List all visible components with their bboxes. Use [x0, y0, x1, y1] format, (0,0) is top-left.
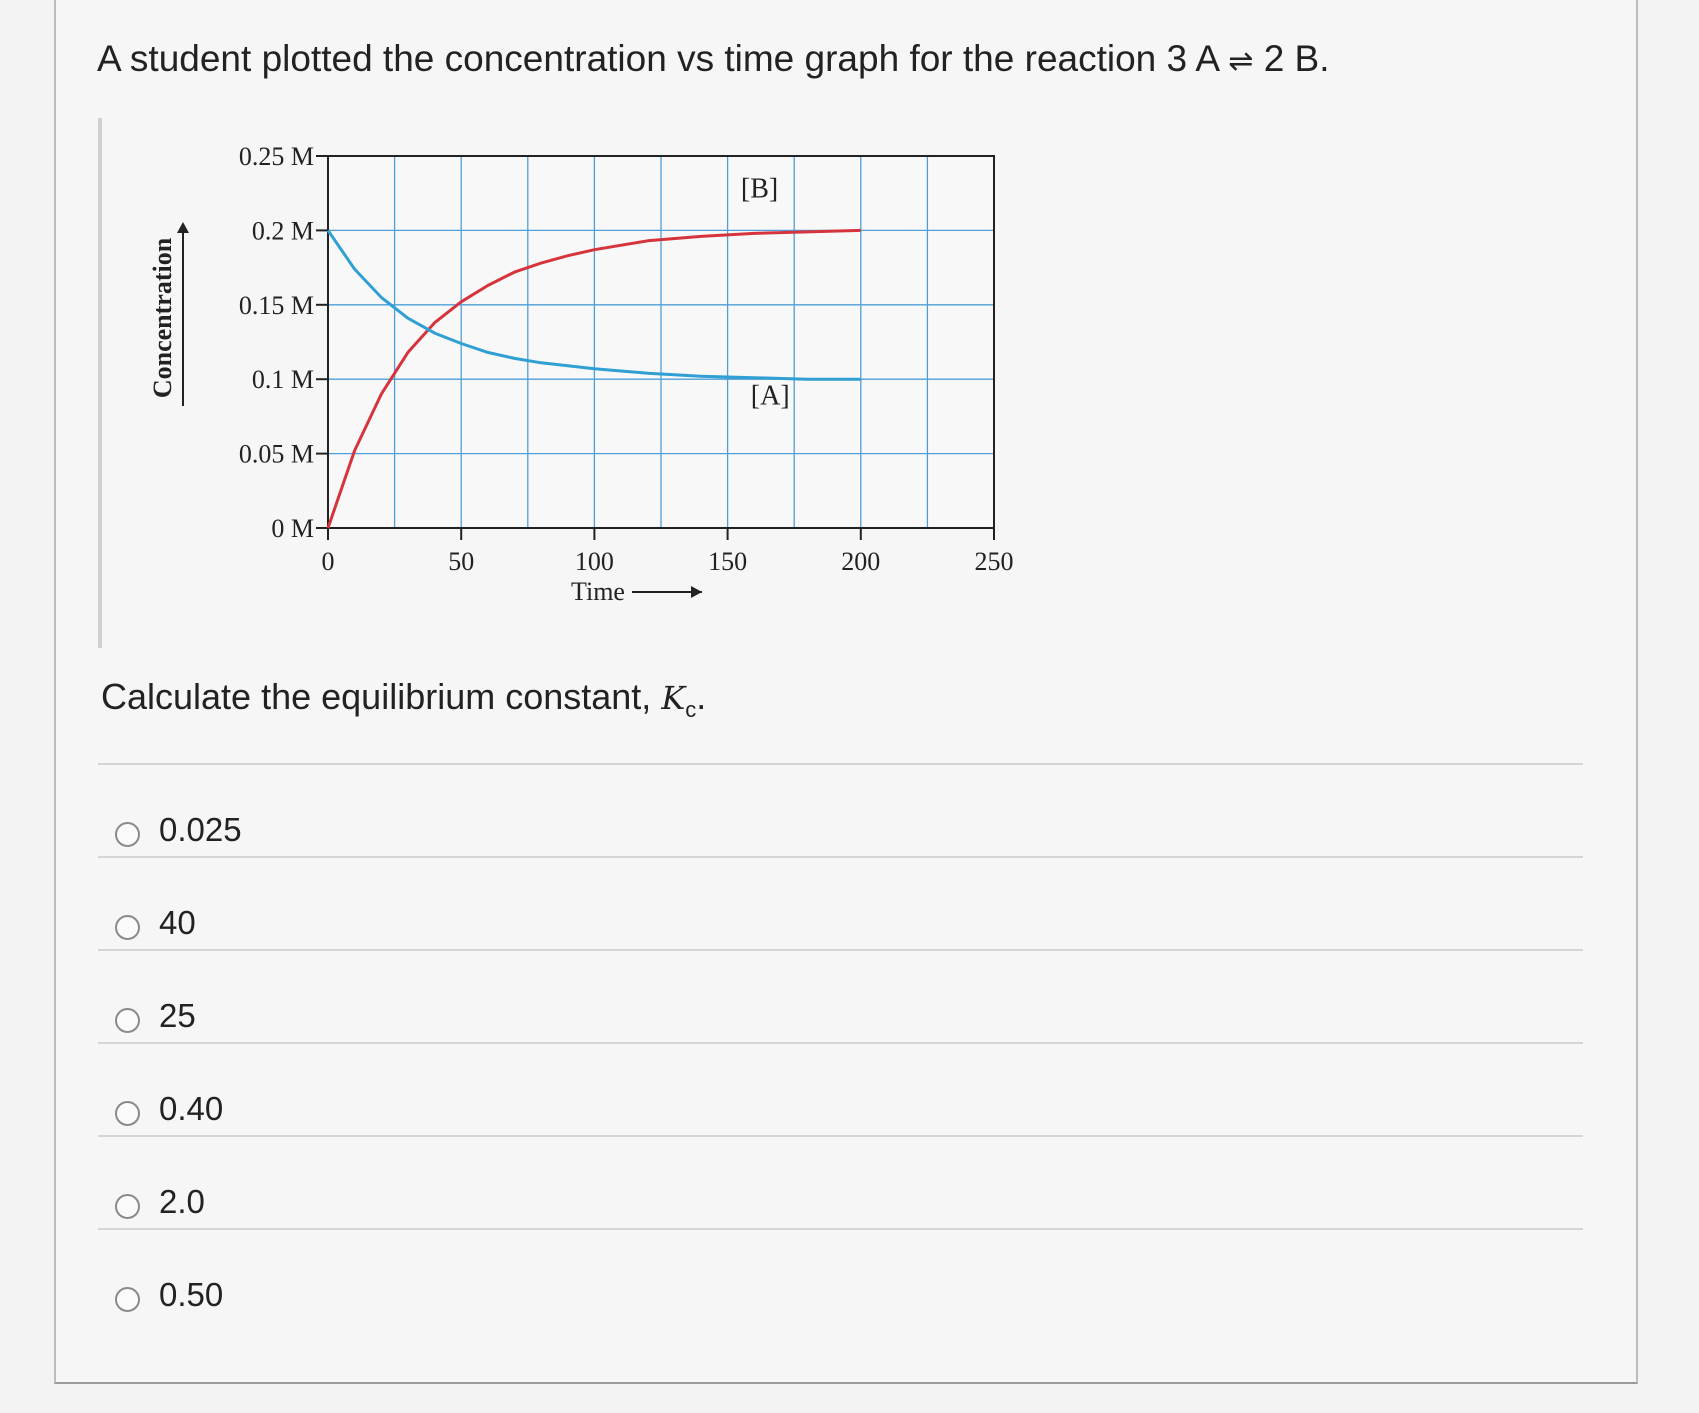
- x-axis-label: Time: [571, 577, 625, 606]
- question-text-start: A student plotted the concentration vs time graph for the reaction 3 A: [97, 38, 1218, 79]
- y-tick-label: 0.15 M: [238, 290, 314, 320]
- y-tick-label: 0.2 M: [251, 216, 314, 246]
- y-axis-label: Concentration: [148, 237, 177, 399]
- prompt-text: [101, 676, 706, 723]
- option-3[interactable]: [98, 1042, 1583, 1135]
- radio-button[interactable]: [115, 915, 140, 940]
- y-axis-arrow-head: [177, 222, 189, 233]
- x-axis-arrow-head: [691, 586, 702, 598]
- series-label: [A]: [750, 380, 790, 412]
- series-label: [B]: [740, 173, 779, 205]
- radio-button[interactable]: [115, 1194, 140, 1219]
- radio-button[interactable]: [115, 822, 140, 847]
- chart-svg: [102, 118, 1042, 648]
- kc-subscript: c: [685, 697, 697, 723]
- x-tick-label: 50: [448, 547, 475, 576]
- y-tick-label: 0.05 M: [238, 439, 314, 469]
- x-tick-label: 200: [841, 547, 881, 576]
- option-label: 0.50: [159, 1276, 224, 1313]
- x-tick-label: 250: [974, 547, 1014, 576]
- radio-button[interactable]: [115, 1287, 140, 1312]
- option-label: 0.40: [159, 1090, 224, 1127]
- kc-symbol: K: [661, 679, 686, 717]
- x-tick-label: 100: [574, 547, 614, 576]
- x-tick-label: 150: [708, 547, 748, 576]
- answer-options: [98, 763, 1583, 1321]
- option-4[interactable]: [98, 1135, 1583, 1228]
- option-5[interactable]: [98, 1228, 1583, 1321]
- y-tick-label: 0.25 M: [238, 142, 314, 171]
- question-text: [97, 38, 1330, 80]
- option-0[interactable]: [98, 763, 1583, 856]
- option-label: 2.0: [159, 1183, 205, 1220]
- prompt-end: .: [696, 676, 707, 717]
- y-tick-label: 0.1 M: [251, 365, 314, 395]
- radio-button[interactable]: [115, 1008, 140, 1033]
- option-label: 40: [159, 904, 196, 941]
- concentration-time-graph: [98, 118, 1042, 648]
- question-text-end: 2 B.: [1263, 38, 1330, 79]
- option-1[interactable]: [98, 856, 1583, 949]
- prompt-label: Calculate the equilibrium constant,: [101, 676, 662, 717]
- option-label: 25: [159, 997, 196, 1034]
- option-2[interactable]: [98, 949, 1583, 1042]
- x-tick-label: 0: [321, 547, 335, 576]
- radio-button[interactable]: [115, 1101, 140, 1126]
- y-tick-label: 0 M: [271, 514, 314, 543]
- option-label: 0.025: [159, 811, 242, 848]
- equilibrium-arrow: ⇌: [1228, 44, 1254, 79]
